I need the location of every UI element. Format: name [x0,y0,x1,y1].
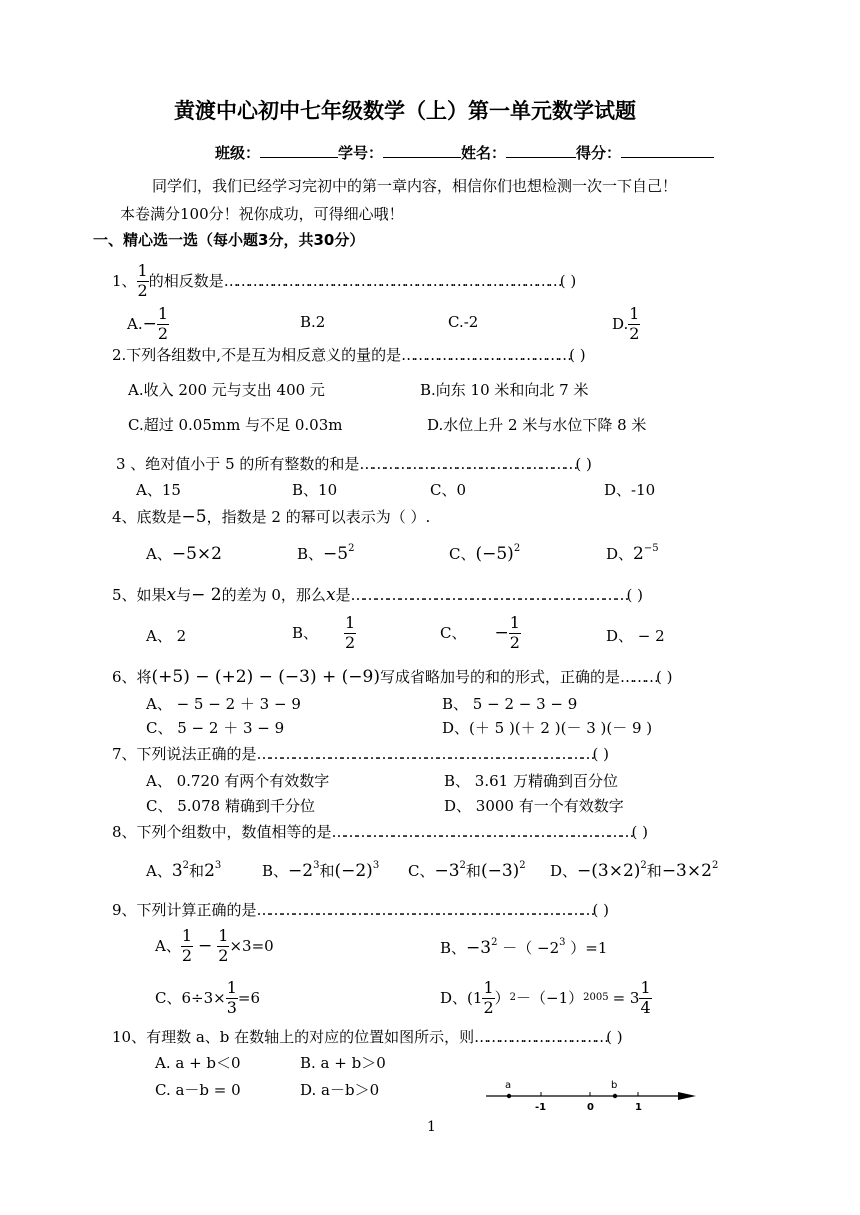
q4-c-base: (−5) [475,544,514,564]
q4-d-label: D、 [606,545,634,563]
q1-frac-den: 2 [137,280,148,300]
q1-d-label: D. [612,314,629,333]
q5-b-den: 2 [345,632,356,652]
section-heading: 一、精心选一选（每小题3分，共30分） [93,231,365,249]
q8-b-exp-2: 3 [372,860,380,871]
number-label: 学号： [338,144,384,162]
q1-a-den: 2 [157,323,169,343]
q7-option-a[interactable]: A、 0.720 有两个有效数字 [146,772,330,790]
q8-option-c[interactable] [408,860,526,881]
q9-d-fraction-2 [639,980,651,1017]
q5-c-den: 2 [509,632,520,652]
q8-b-base-1: −2 [288,861,314,881]
q9-a-den-1: 2 [181,945,193,965]
q9-b-label: B、 [440,939,467,957]
q4-b-base: −5 [323,544,349,564]
q3-option-a[interactable]: A、15 [136,481,181,499]
q9-a-den-2: 2 [218,945,229,965]
q9-c-tail: =6 [237,988,261,1007]
q5-b-label: B、 [292,623,319,642]
q1-a-fraction [157,306,169,343]
q9-c-label: C、 [155,988,182,1007]
q9-d-num-1: 1 [483,978,494,997]
q7-option-b[interactable]: B、 3.61 万精确到百分位 [444,772,618,790]
q5-c-label: C、 [440,623,467,642]
q6-text-1: 6、将 [112,668,152,686]
q8-c-exp-2: 2 [519,860,526,871]
q8-c-and: 和 [465,862,481,880]
q2-paren: ( ) [569,346,586,364]
q1-a-num: 1 [157,304,169,323]
question-6 [112,669,673,686]
q5-option-d[interactable]: D、 − 2 [606,627,665,645]
q9-d-den-1: 2 [483,997,494,1017]
q8-d-label: D、 [550,862,578,880]
q5-paren: ( ) [626,586,644,604]
tick-label-1: 1 [635,1102,642,1113]
q1-a-label: A. [127,314,143,333]
question-7 [112,747,609,762]
q10-option-b[interactable]: B. a + b＞0 [300,1054,386,1072]
q9-dots: ………………………………………………………………………… [256,901,593,919]
q9-paren: ( ) [592,901,610,919]
q6-option-c[interactable]: C、 5 − 2 ＋ 3 − 9 [146,719,285,737]
q9-d-term-1: (1 [467,988,483,1007]
q8-d-base-1: −(3×2) [577,861,641,881]
q6-option-d[interactable]: D、(＋ 5 )(＋ 2 )(－ 3 )(－ 9 ) [442,719,653,737]
q8-c-label: C、 [408,862,435,880]
q2-option-a[interactable]: A.收入 200 元与支出 400 元 [128,381,325,399]
q10-text: 10、有理数 a、b 在数轴上的对应的位置如图所示，则 [112,1028,475,1046]
question-9 [112,903,609,918]
q4-c-label: C、 [449,545,476,563]
q8-option-d[interactable] [550,860,719,881]
q4-a-label: A、 [146,545,172,563]
q1-option-b[interactable]: B.2 [300,313,326,331]
point-b-label: b [611,1080,618,1091]
q9-d-term-3: －（−1） [516,988,584,1007]
q5-math: − 2 [191,585,222,605]
q9-a-fraction-1 [181,928,193,965]
q5-dots: …………………………………………………………… [350,586,627,604]
q5-c-sign: − [494,622,509,643]
q5-text-2: 与 [176,586,192,604]
q1-d-fraction [628,306,640,343]
q8-a-label: A、 [146,862,172,880]
q9-option-a[interactable] [155,928,274,965]
q5-text-3: 的差为 0，那么 [221,586,326,604]
q1-fraction [137,263,149,300]
q9-d-label: D、 [440,988,468,1007]
q4-b-exp: 2 [348,543,355,554]
q5-c-fraction [509,615,521,652]
point-b [613,1094,617,1098]
info-line [215,143,714,161]
q9-option-d[interactable]: D、 (1 $\frac{1}{2}$ ） 2 －（−1） 2005 = 3 $\frac{1}{4}$ [440,978,651,1017]
q9-a-num-2: 1 [218,926,229,945]
question-4 [112,509,430,526]
question-3 [116,457,592,472]
question-2 [112,348,586,363]
q8-text: 8、下列个组数中，数值相等的是 [112,823,332,841]
q4-option-c[interactable] [449,543,521,564]
q2-option-c[interactable]: C.超过 0.05mm 与不足 0.03m [128,416,343,434]
q5-b-fraction [344,615,356,652]
q9-text: 9、下列计算正确的是 [112,901,257,919]
q4-text-1: 4、底数是 [112,508,182,526]
q6-option-b[interactable]: B、 5 − 2 − 3 − 9 [442,695,578,713]
q2-option-b[interactable]: B.向东 10 米和向北 7 米 [420,381,589,399]
q5-var-x-1: x [166,585,177,605]
q7-option-c[interactable]: C、 5.078 精确到千分位 [146,797,315,815]
q9-a-minus: − [198,935,213,956]
q2-text: 2.下列各组数中,不是互为相反意义的量的是 [112,346,402,364]
q10-option-a[interactable]: A. a + b＜0 [155,1054,241,1072]
q9-d-term-2: ） [494,988,510,1007]
q3-dots: ……………………………………………… [359,455,576,473]
q5-option-b[interactable] [292,615,356,652]
q4-c-exp: 2 [513,543,521,554]
q3-option-d[interactable]: D、-10 [604,481,656,499]
q6-option-a[interactable]: A、 − 5 − 2 ＋ 3 − 9 [146,695,301,713]
q5-b-num: 1 [345,613,356,632]
page-title: 黄渡中心初中七年级数学（上）第一单元数学试题 [174,99,636,123]
name-label: 姓名： [461,144,507,162]
q10-option-d[interactable]: D. a－b＞0 [300,1081,380,1099]
page-number: 1 [427,1119,436,1135]
q9-a-num-1: 1 [181,926,193,945]
question-8 [112,825,648,840]
q5-text-4: 是 [335,586,351,604]
q1-d-num: 1 [629,304,640,323]
q8-c-base-1: −3 [434,861,460,881]
q8-b-base-2: (−2) [334,861,373,881]
q9-a-fraction-2 [217,928,229,965]
q9-option-c[interactable] [155,980,260,1017]
q4-text-2: ，指数是 2 的幂可以表示为（ ）. [206,508,431,526]
q7-dots: ………………………………………………………………………… [256,745,593,763]
q4-math-1: −5 [181,507,207,527]
q8-d-base-2: −3×2 [661,861,712,881]
q9-d-den-2: 4 [640,997,651,1017]
number-line-arrow [678,1092,696,1100]
q1-option-a[interactable] [127,306,169,343]
q8-a-and: 和 [189,862,205,880]
intro-line-1: 同学们，我们已经学习完初中的第一章内容，相信你们也想检测一次一下自己！ [152,177,678,195]
q7-paren: ( ) [592,745,610,763]
q8-paren: ( ) [631,823,649,841]
q9-d-term-4: = 3 [612,988,640,1007]
question-1 [112,263,576,300]
tick-label-neg-1: -1 [535,1102,547,1113]
q10-paren: ( ) [606,1028,623,1046]
q1-frac-num: 1 [137,261,148,280]
q3-option-b[interactable]: B、10 [292,481,338,499]
q1-a-sign: − [142,313,157,334]
q8-c-base-2: (−3) [480,861,520,881]
q8-b-exp-1: 3 [313,860,320,871]
q1-d-den: 2 [629,323,640,343]
q8-d-exp-1: 2 [640,860,647,871]
q8-option-b[interactable] [262,860,380,881]
q1-paren: ( ) [559,271,577,290]
q9-d-fraction-1 [482,980,494,1017]
question-5 [112,587,643,604]
q8-c-exp-1: 2 [459,860,466,871]
score-blank[interactable] [621,143,714,158]
name-blank[interactable] [506,143,576,158]
q9-b-term-2: －（ −2 [497,939,560,957]
q1-dots: ………………………………………………………………………… [223,271,560,290]
q8-dots: ………………………………………………………………… [331,823,632,841]
q8-a-exp-2: 3 [214,860,222,871]
class-blank[interactable] [260,143,338,158]
q9-a-tail: ×3=0 [229,936,274,955]
q9-a-label: A、 [155,936,181,955]
q1-text: 的相反数是 [148,271,224,290]
q5-c-num: 1 [509,613,520,632]
q6-paren: ( ) [656,668,673,686]
q9-c-den: 3 [226,997,237,1017]
q8-d-and: 和 [646,862,662,880]
q9-b-exp-2: 3 [559,937,566,948]
q4-option-b[interactable] [297,543,355,564]
q3-text: 3 、绝对值小于 5 的所有整数的和是 [116,455,360,473]
class-label: 班级： [215,144,261,162]
q4-d-base: 2 [633,544,644,564]
q7-text: 7、下列说法正确的是 [112,745,257,763]
point-a-label: a [505,1080,512,1091]
q9-d-num-2: 1 [640,978,651,997]
q5-option-a[interactable]: A、 2 [146,627,187,645]
q10-option-c[interactable]: C. a－b = 0 [155,1081,241,1099]
intro-line-2: 本卷满分100分！祝你成功，可得细心哦！ [120,205,404,223]
q8-d-exp-2: 2 [711,860,719,871]
q4-b-label: B、 [297,545,324,563]
q2-option-d[interactable]: D.水位上升 2 米与水位下降 8 米 [427,416,647,434]
q8-option-a[interactable] [146,860,222,881]
q1-number: 1、 [112,271,137,290]
q4-d-exp: −5 [643,543,659,554]
q4-option-d[interactable] [606,543,659,564]
q2-dots: …………………………………… [401,346,570,364]
q9-c-fraction [226,980,238,1017]
q9-b-exp-1: 2 [491,937,498,948]
score-label: 得分： [576,144,622,162]
q4-option-a[interactable] [146,546,222,563]
q6-dots: ……… [620,668,657,686]
q8-b-label: B、 [262,862,289,880]
q8-a-base-2: 2 [204,861,215,881]
q6-expression: (+5) − (+2) − (−3) + (−9) [151,667,381,687]
q9-c-term-1: 6÷3× [181,988,226,1007]
q9-c-num: 1 [226,978,237,997]
point-a [507,1094,511,1098]
q5-option-c[interactable] [440,615,521,652]
q6-text-2: 写成省略加号的和的形式，正确的是 [380,668,621,686]
number-blank[interactable] [383,143,461,158]
q8-b-and: 和 [319,862,335,880]
q9-option-b[interactable] [440,937,608,958]
q7-option-d[interactable]: D、 3000 有一个有效数字 [444,797,624,815]
q3-option-c[interactable]: C、0 [430,481,467,499]
number-line-figure [482,1076,702,1116]
q8-a-exp-1: 2 [182,860,190,871]
question-10 [112,1030,623,1045]
q1-option-d[interactable] [612,306,640,343]
tick-label-0: 0 [587,1102,594,1113]
q9-b-term-3: ）=1 [565,939,608,957]
q8-a-base-1: 3 [171,861,183,881]
q1-option-c[interactable]: C.-2 [448,313,479,331]
q10-dots: …………………………… [474,1028,607,1046]
q4-a-math: −5×2 [171,544,222,564]
q9-b-term-1: −3 [466,938,492,958]
q5-text-1: 5、如果 [112,586,167,604]
q5-var-x-2: x [325,585,336,605]
q3-paren: ( ) [575,455,592,473]
